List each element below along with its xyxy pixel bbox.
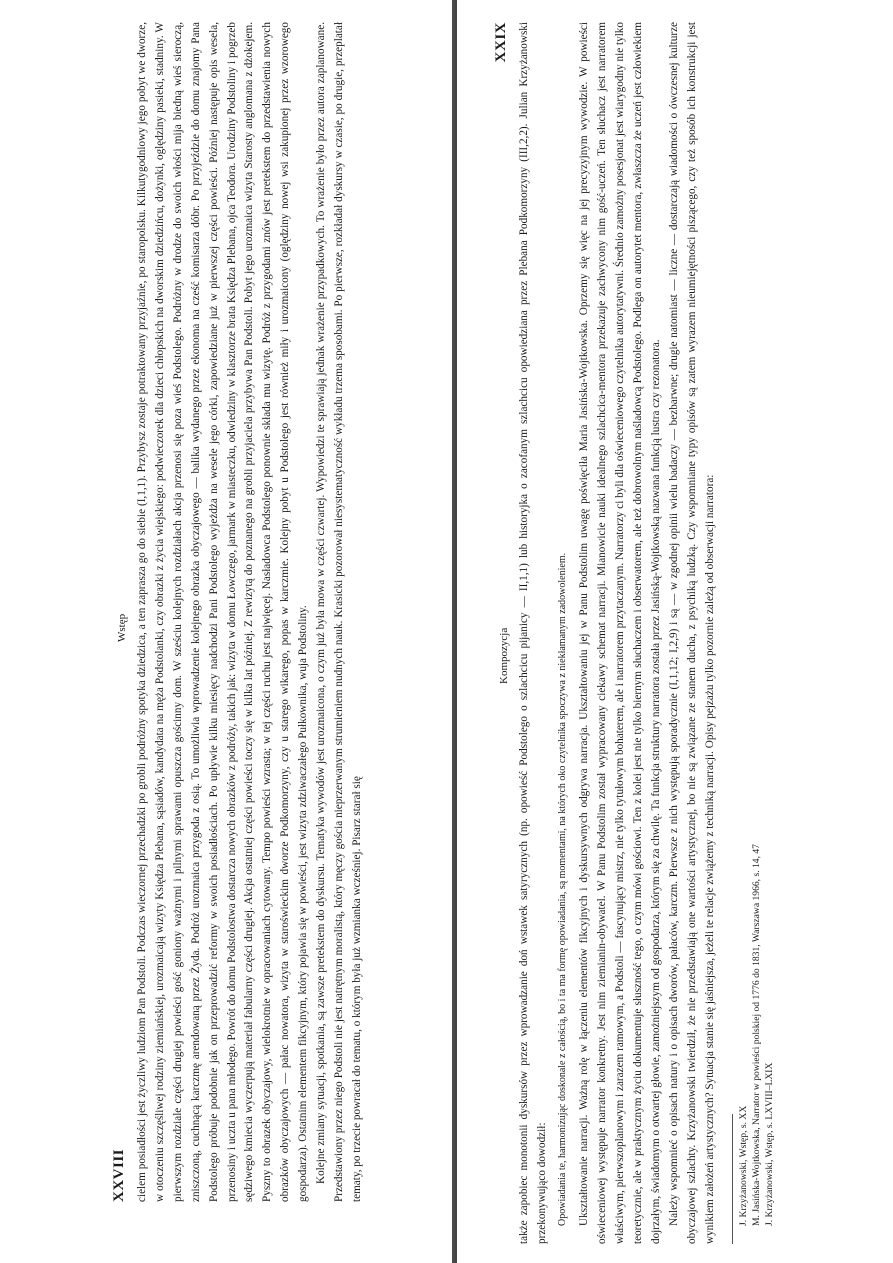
left-page <box>94 22 458 1202</box>
right-running-header: Kompozycja <box>498 627 510 684</box>
left-body-text <box>134 22 367 1202</box>
paragraph: Należy wspomnieć o opisach natury i o opisach dworów, pałaców, karczm. Pierwsze z nich występują sporadycznie (I,1,12; I,2,9) i są — w zgodnej opinii wielu badaczy — bezbarwne; drugie natomiast — liczne — dostarczają wiadomości o ówczesnej kulturze obyczajowej szlachty. Krzyżanowski twierdził, że nie przedstawiają one wartości artystycznej, bo nie są związane ze stanem ducha, z psychiką ludzką. Czy wspomniane typy opisów są zatem wyrazem nieumiejętności piszącego, czy też sposób ich konstrukcji jest wynikiem założeń artystycznych? Sytuacja stanie się jaśniejsza, jeżeli te relacje zwiążemy z techniką narracji. Opisy pejzażu tylko pozornie zależą od obserwacji narratora: <box>667 22 716 1244</box>
left-page-number: XXVIII <box>111 1148 127 1202</box>
footnote: J. Krzyżanowski, Wstęp, s. XX <box>737 1105 749 1226</box>
footnote: J. Krzyżanowski, Wstęp, s. LXVIII–LXIX <box>763 1062 775 1226</box>
right-running-head <box>476 22 516 1244</box>
paragraph: także zapobiec monotonii dyskursów przez wprowadzanie doń wstawek satyrycznych (np. opowieść Podstolego o szlachcicu pijanicy — II,1,1) lub historyjka o zacofanym szlachcicu opowiedziana przez Plebana Podkomorzyny (III,2,2). Julian Krzyżanowski przekonywująco dowodził: <box>518 22 548 1244</box>
left-running-header: Wstęp <box>116 613 128 642</box>
footnote-rule <box>732 1114 733 1244</box>
left-running-head <box>94 22 134 1202</box>
right-page-number: XXIX <box>493 22 509 63</box>
paragraph: Kolejne zmiany sytuacji, spotkania, są zawsze pretekstem do dyskursu. Tematyka wywodów jest urozmaicona, o czym już była mowa w części czwartej. Wypowiedzi te sprawiają jednak wrażenie przypadkowych. To wrażenie było przez autora zaplanowane. Przedstawiony przez niego Podstoli nie jest natrętnym moralistą, który męczy gościa nieprzerwanym strumieniem nudnych nauk. Krasicki pozorował niesystematyczność wykładu trzema sposobami. Po pierwsze, rozkładał dyskursy w czasie, po drugie, przeplatał tematy, po trzecie powracał do tematu, o którym była już wzmianka wcześniej. Pisarz starał się <box>315 22 363 1202</box>
paragraph: Ukształtowanie narracji. Ważną rolę w łączeniu elementów fikcyjnych i dyskursywnych odgrywa narracja. Ukształtowaniu jej w Panu Podstolim uwagę poświęciła Maria Jasińska-Wojtkowska. Oprzemy się więc na jej precyzyjnym wywodzie. W powieści oświeceniowej występuje narrator konkretny. Jest nim ziemianin-obywatel. W Panu Podstolim został wypracowany ciekawy schemat narracji. Mianowicie nauki idealnego szlachcica-mentora przekazuje zachwycony nim gość-uczeń. Ten słuchacz jest narratorem właściwym, pierwszoplanowym i zarazem ramowym, a Podstoli — fascynujący mistrz, nie tylko tytułowym bohaterem, ale i narratorem przytaczanym. Narratorzy ci byli dla oświeceniowego czytelnika autorytatywni. Średnio zamożny posesjonat jest wiarygodny nie tylko teoretycznie, ale w praktycznym życiu dokumentuje słuszność tego, o czym mówi gościowi. Ten z kolei jest nie tylko biernym słuchaczem i obserwatorem, ale też dobrowolnym naśladowcą Podstolego. Podlega on autorytet mentora, zwłaszcza że uczeń jest człowiekiem dojrzałym, świadomym o otwartej głowie, zamożniejszym od gospodarza, którym się za chwilę. Ta funkcja struktury narratora została przez Jasińską-Wojtkowską nazwana funkcją lustra czy rezonatora. <box>578 22 663 1244</box>
paragraph: cielem posiadłości jest życzliwy ludziom Pan Podstoli. Podczas wieczornej przechadzki po grobli podróżny spotyka dziedzica, a ten zaprasza go do siebie (I,1,1). Przybysz zostaje potraktowany przyjaźnie, po staropolsku. Kilkutygodniowy jego pobyt we dworze, w otoczeniu szczęśliwej rodziny ziemiańskiej, urozmaicają wizyty Księdza Plebana, sąsiadów, kandydata na męża Podstolanki, czy obrazki z życia wiejskiego: podwieczorek dla dzieci chłopskich na dworskim dziedzińcu, dożynki, oględziny pasieki, stadniny. W pierwszym rozdziale części drugiej powieści gość goniony ważnymi i pilnymi sprawami opuszcza gościnny dom. W sześciu kolejnych rozdziałach akcja przenosi się poza wieś Podstolego. Podróżny w drodze do swoich włości mija biedną wieś sieroczą, zniszczoną, cuchnącą karczmę arendowaną przez Żyda. Podróż urozmaica przygoda z osią. To umożliwia wprowadzenie kolejnego obrazka obyczajowego — balika wydanego przez ekonoma na cześć komisarza dóbr. Po przyjeździe do domu znajomy Pana Podstolego próbuje podobnie jak on przeprowadzić reformy w swoich posiadłościach. Po upływie kilku miesięcy nadchodzi Pani Podstolego wyjeżdża na wesele jego córki, zapowiedziane już w pierwszej części powieści. Później następuje opis wesela, przenosiny i uczta u pana młodego. Powrót do domu Podstolostwa dostarcza nowych obrazków z podróży, takich jak: wizyta w domu Łowczego, jarmark w miasteczku, odwiedziny w klasztorze brata Księdza Plebana, ojca Teodora. Urodziny Podstoliny i pogrzeb sędziwego kmiecia wyczerpują materiał fabularny części drugiej. Akcja ostatniej części powieści toczy się w kilka lat później. Z rewizytą do poznanego na grobli przyjaciela przybywa Pan Podstoli. Pobyt jego urozmaica wizyta Starosty anglomana z dżokejem. Pyszny to obrazek obyczajowy, wielokrotnie w opracowaniach cytowany. Tempo powieści wzrasta; w tej części ruchu jest najwięcej. Nasładowca Podstolego ponownie składa mu wizytę. Podróż z przygodami znów jest pretekstem do przedstawienia nowych obrazków obyczajowych — pałac nowatora, wizyta w staroświeckim dworze Podkomorzyny, czy u starego wikarego, popas w karczmie. Kolejny pobyt u Podstolego jest również miły i urozmaicony (oględziny nowej wsi zakupionej przez wzorowego gospodarza). Ostatnim elementem fikcyjnym, który pojawia się w powieści, jest wizyta zdziwaczałego Pułkownika, wuja Podstoliny. <box>136 22 310 1202</box>
right-page <box>476 22 846 1244</box>
footnote: M. Jasińska-Wojtkowska, Narrator w powieści polskiej od 1776 do 1831, Warszawa 1966, s. 14, 47 <box>750 844 762 1226</box>
right-body-text <box>516 22 776 1244</box>
block-quote: Opowiadania te, harmonizując doskonale z całością, bo i ta ma formę opowiadania, są momentami, na których oko czytelnika spoczywa z niekłamanym zadowoleniem. <box>556 552 568 1226</box>
spine-bar <box>452 0 457 1263</box>
